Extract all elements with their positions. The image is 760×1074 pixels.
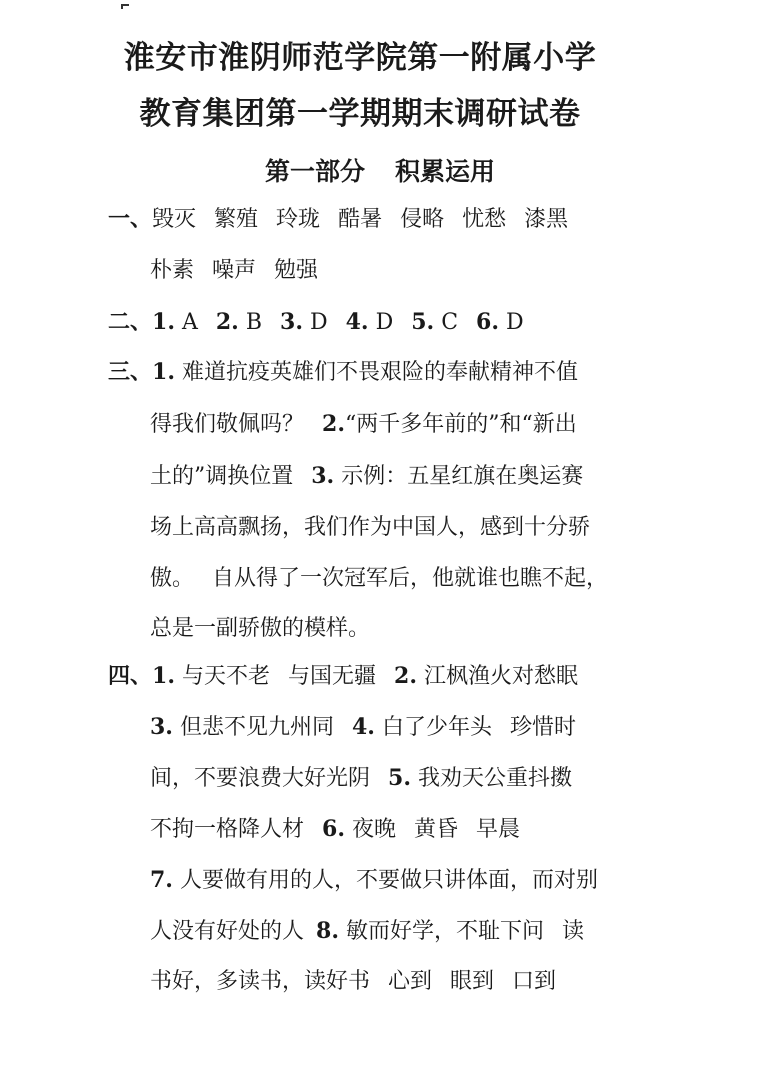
q1-line-1 — [108, 204, 568, 235]
q3-line-1 — [108, 357, 578, 388]
q4-line-4 — [150, 814, 520, 845]
q4-text: 眼到 — [450, 969, 495, 994]
q4-line-1 — [108, 661, 578, 692]
q3-line-3 — [150, 461, 583, 492]
q1-word: 繁殖 — [214, 207, 259, 232]
q4-number: 5. — [388, 765, 411, 791]
q2-number: 3. — [280, 309, 303, 335]
q3-text: 总是一副骄傲的模样。 — [150, 616, 371, 641]
q4-text: 珍惜时 — [509, 715, 576, 740]
q2-number: 6. — [476, 309, 500, 335]
q4-number: 1. — [152, 663, 175, 689]
part-label: 第一部分 — [264, 157, 365, 186]
q2-answer: C — [441, 310, 459, 335]
q4-text: 书好，多读书，读好书 — [150, 969, 371, 994]
q3-text: 土的”调换位置 — [150, 464, 294, 489]
q4-label: 四、 — [108, 663, 153, 689]
q3-number: 2. — [322, 411, 345, 437]
q2-line — [108, 307, 524, 338]
q1-word: 玲珑 — [276, 207, 321, 232]
q1-word: 毁灭 — [152, 207, 197, 232]
q2-number: 2. — [215, 309, 239, 335]
q4-number: 8. — [316, 918, 339, 944]
part-name: 积累运用 — [395, 157, 496, 186]
q4-text: 早晨 — [476, 817, 521, 842]
q4-line-3 — [150, 763, 572, 794]
q2-answer: A — [181, 310, 198, 335]
q4-number: 3. — [150, 714, 173, 740]
q4-text: 我劝天公重抖擞 — [417, 766, 572, 791]
q3-text: 自从得了一次冠军后，他就谁也瞧不起， — [212, 566, 609, 591]
q4-text: 白了少年头 — [381, 715, 492, 740]
q4-line-6 — [150, 916, 584, 947]
q4-text: 与国无疆 — [288, 664, 377, 689]
q4-number: 6. — [322, 816, 345, 842]
q2-number: 1. — [152, 309, 175, 335]
q3-text: 傲。 — [150, 566, 195, 591]
q3-text: “两千多年前的”和“新出 — [344, 412, 577, 437]
q2-answer: D — [375, 310, 394, 335]
q2-answer: D — [309, 310, 328, 335]
q1-label: 一、 — [108, 206, 153, 232]
q3-number: 1. — [152, 359, 175, 385]
q4-text: 心到 — [388, 969, 433, 994]
q4-text: 读 — [562, 919, 585, 944]
q3-text: 得我们敬佩吗？ — [150, 412, 305, 437]
q2-number: 4. — [345, 309, 369, 335]
q1-word: 漆黑 — [524, 207, 569, 232]
q3-number: 3. — [311, 463, 335, 489]
q3-label: 三、 — [108, 359, 153, 385]
q4-number: 7. — [150, 867, 173, 893]
q4-text: 与天不老 — [181, 664, 270, 689]
q1-word: 朴素 — [150, 258, 195, 283]
q4-text: 不拘一格降人材 — [150, 817, 305, 842]
q2-label: 二、 — [108, 309, 153, 335]
q4-line-7 — [150, 967, 556, 997]
q4-text: 人要做有用的人，不要做只讲体面，而对别 — [179, 868, 598, 893]
q4-text: 夜晚 — [351, 817, 396, 842]
q1-word: 酷暑 — [338, 207, 383, 232]
q4-text: 江枫渔火对愁眠 — [423, 664, 578, 689]
q4-line-2 — [150, 712, 576, 743]
q2-answer: D — [506, 310, 524, 335]
q4-number: 4. — [351, 714, 375, 740]
q4-text: 黄昏 — [414, 817, 459, 842]
q3-line-5 — [150, 564, 608, 594]
q1-word: 噪声 — [212, 258, 257, 283]
q3-line-2 — [150, 409, 577, 440]
q1-word: 侵略 — [400, 207, 445, 232]
q4-text: 间，不要浪费大好光阴 — [150, 766, 371, 791]
q1-word: 勉强 — [274, 258, 319, 283]
q4-text: 但悲不见九州同 — [179, 715, 334, 740]
document-title-line-2: 教育集团第一学期期末调研试卷 — [139, 96, 581, 132]
document-title-line-1: 淮安市淮阴师范学院第一附属小学 — [123, 40, 597, 76]
q2-number: 5. — [411, 309, 435, 335]
q1-word: 忧愁 — [462, 207, 507, 232]
q3-text: 示例：五星红旗在奥运赛 — [341, 464, 584, 489]
q4-text: 口到 — [512, 969, 557, 994]
q4-text: 人没有好处的人 — [150, 919, 305, 944]
q2-answer: B — [245, 310, 263, 335]
q3-line-4 — [150, 513, 590, 543]
q3-text: 场上高高飘扬，我们作为中国人，感到十分骄 — [150, 515, 591, 540]
q1-line-2 — [150, 256, 318, 286]
q3-text: 难道抗疫英雄们不畏艰险的奉献精神不值 — [181, 360, 578, 385]
q4-number: 2. — [394, 663, 417, 689]
part-heading — [0, 152, 760, 188]
q4-text: 敏而好学，不耻下问 — [345, 919, 544, 944]
q4-line-5 — [150, 865, 598, 896]
q3-line-6 — [150, 614, 370, 644]
corner-crop-mark — [121, 4, 129, 9]
